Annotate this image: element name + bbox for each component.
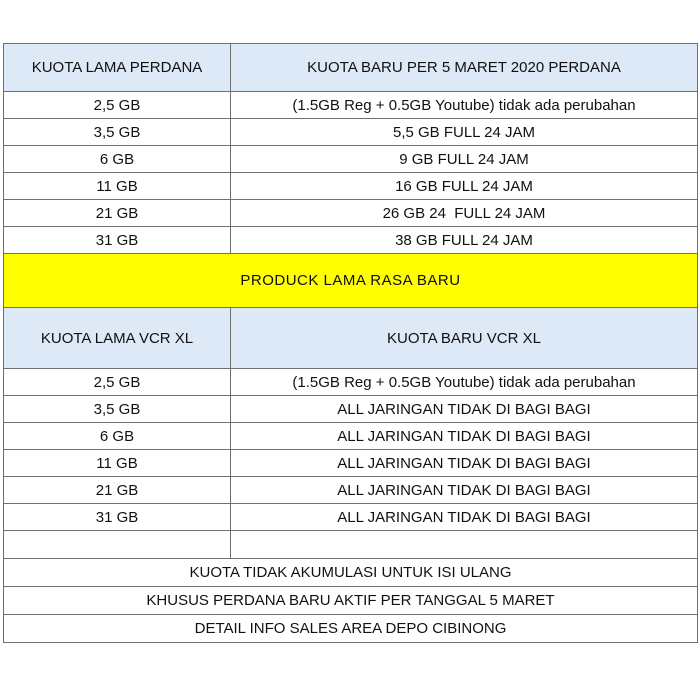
table2-header-new: KUOTA BARU VCR XL xyxy=(231,308,698,369)
table-row xyxy=(4,477,698,504)
note-text: KHUSUS PERDANA BARU AKTIF PER TANGGAL 5 MARET xyxy=(4,587,698,615)
table-row xyxy=(4,200,698,227)
table2-cell-new: ALL JARINGAN TIDAK DI BAGI BAGI xyxy=(231,504,698,531)
table2-cell-new: ALL JARINGAN TIDAK DI BAGI BAGI xyxy=(231,423,698,450)
table1-cell-new: 16 GB FULL 24 JAM xyxy=(231,173,698,200)
table1-cell-new: 9 GB FULL 24 JAM xyxy=(231,146,698,173)
table-row xyxy=(4,504,698,531)
note-row xyxy=(4,559,698,587)
table2-cell-new: ALL JARINGAN TIDAK DI BAGI BAGI xyxy=(231,396,698,423)
table2-cell-new: ALL JARINGAN TIDAK DI BAGI BAGI xyxy=(231,477,698,504)
table1-header-row xyxy=(4,44,698,92)
blank-row xyxy=(4,531,698,559)
table1-cell-new: 38 GB FULL 24 JAM xyxy=(231,227,698,254)
table2-header-old: KUOTA LAMA VCR XL xyxy=(4,308,231,369)
banner-row xyxy=(4,254,698,308)
table1-header-new: KUOTA BARU PER 5 MARET 2020 PERDANA xyxy=(231,44,698,92)
table2-cell-old: 3,5 GB xyxy=(4,396,231,423)
table1-cell-old: 2,5 GB xyxy=(4,92,231,119)
note-row xyxy=(4,587,698,615)
table-row xyxy=(4,227,698,254)
banner-title: PRODUCK LAMA RASA BARU xyxy=(4,254,698,308)
table2-cell-old: 21 GB xyxy=(4,477,231,504)
table1-cell-new: 26 GB 24 FULL 24 JAM xyxy=(231,200,698,227)
table-row xyxy=(4,369,698,396)
table1-cell-old: 3,5 GB xyxy=(4,119,231,146)
table-row xyxy=(4,146,698,173)
table2-cell-old: 6 GB xyxy=(4,423,231,450)
note-text: DETAIL INFO SALES AREA DEPO CIBINONG xyxy=(4,615,698,643)
table1-cell-new: 5,5 GB FULL 24 JAM xyxy=(231,119,698,146)
table1-header-old: KUOTA LAMA PERDANA xyxy=(4,44,231,92)
table-row xyxy=(4,450,698,477)
table-row xyxy=(4,173,698,200)
table-row xyxy=(4,92,698,119)
table2-cell-new: ALL JARINGAN TIDAK DI BAGI BAGI xyxy=(231,450,698,477)
table2-cell-old: 11 GB xyxy=(4,450,231,477)
table-row xyxy=(4,119,698,146)
note-row xyxy=(4,615,698,643)
table1-cell-old: 31 GB xyxy=(4,227,231,254)
table-row xyxy=(4,423,698,450)
table1-cell-old: 21 GB xyxy=(4,200,231,227)
table-row xyxy=(4,396,698,423)
note-text: KUOTA TIDAK AKUMULASI UNTUK ISI ULANG xyxy=(4,559,698,587)
table1-cell-old: 6 GB xyxy=(4,146,231,173)
table2-header-row xyxy=(4,308,698,369)
quota-table xyxy=(3,43,698,643)
table1-cell-old: 11 GB xyxy=(4,173,231,200)
blank-cell xyxy=(4,531,231,559)
table2-cell-new: (1.5GB Reg + 0.5GB Youtube) tidak ada perubahan xyxy=(231,369,698,396)
table1-cell-new: (1.5GB Reg + 0.5GB Youtube) tidak ada perubahan xyxy=(231,92,698,119)
table2-cell-old: 31 GB xyxy=(4,504,231,531)
table2-cell-old: 2,5 GB xyxy=(4,369,231,396)
blank-cell xyxy=(231,531,698,559)
